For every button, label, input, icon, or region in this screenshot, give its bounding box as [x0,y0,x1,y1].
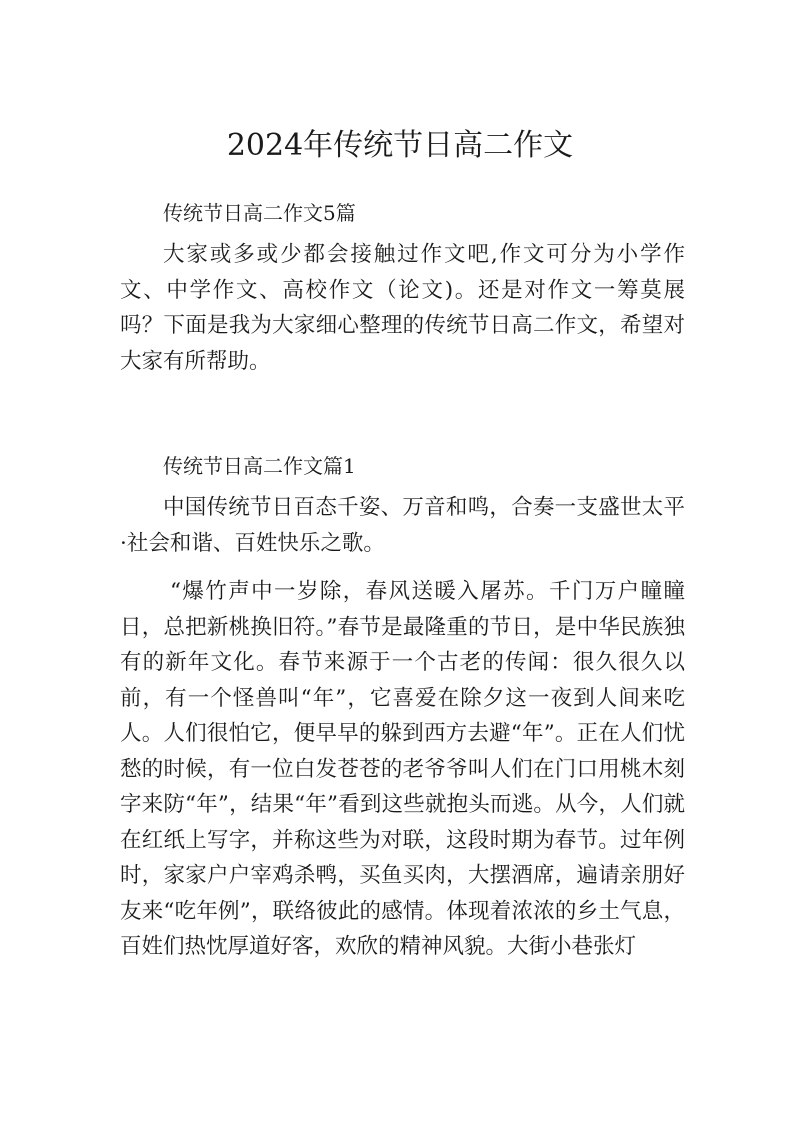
paragraph-2: “爆竹声中一岁除，春风送暖入屠苏。千门万户瞳瞳日，总把新桃换旧符。”春节是最隆重的节日，是中华民族独有的新年文化。春节来源于一个古老的传闻：很久很久以前，有一个怪兽叫“年”，它喜爱在除夕这一夜到人间来吃人。人们很怕它，便早早的躲到西方去避“年”。正在人们忧愁的时候，有一位白发苍苍的老爷爷叫人们在门口用桃木刻字来防“年”，结果“年”看到这些就抱头而逃。从今，人们就在红纸上写字，并称这些为对联，这段时期为春节。过年例时，家家户户宰鸡杀鸭，买鱼买肉，大摆酒席，遍请亲朋好友来“吃年例”，联络彼此的感情。体现着浓浓的乡土气息，百姓们热忱厚道好客，欢欣的精神风貌。大街小巷张灯 [120,579,685,959]
section-heading: 传统节日高二作文篇1 [163,454,356,478]
document-title: 2024年传统节日高二作文 [226,128,574,163]
intro-paragraph: 大家或多或少都会接触过作文吧,作文可分为小学作文、中学作文、高校作文（论文)。还是对作文一筹莫展吗？下面是我为大家细心整理的传统节日高二作文，希望对大家有所帮助。 [120,242,685,374]
document-subtitle: 传统节日高二作文5篇 [163,201,356,225]
paragraph-1: 中国传统节日百态千姿、万音和鸣，合奏一支盛世太平·社会和谐、百姓快乐之歌。 [120,495,685,556]
